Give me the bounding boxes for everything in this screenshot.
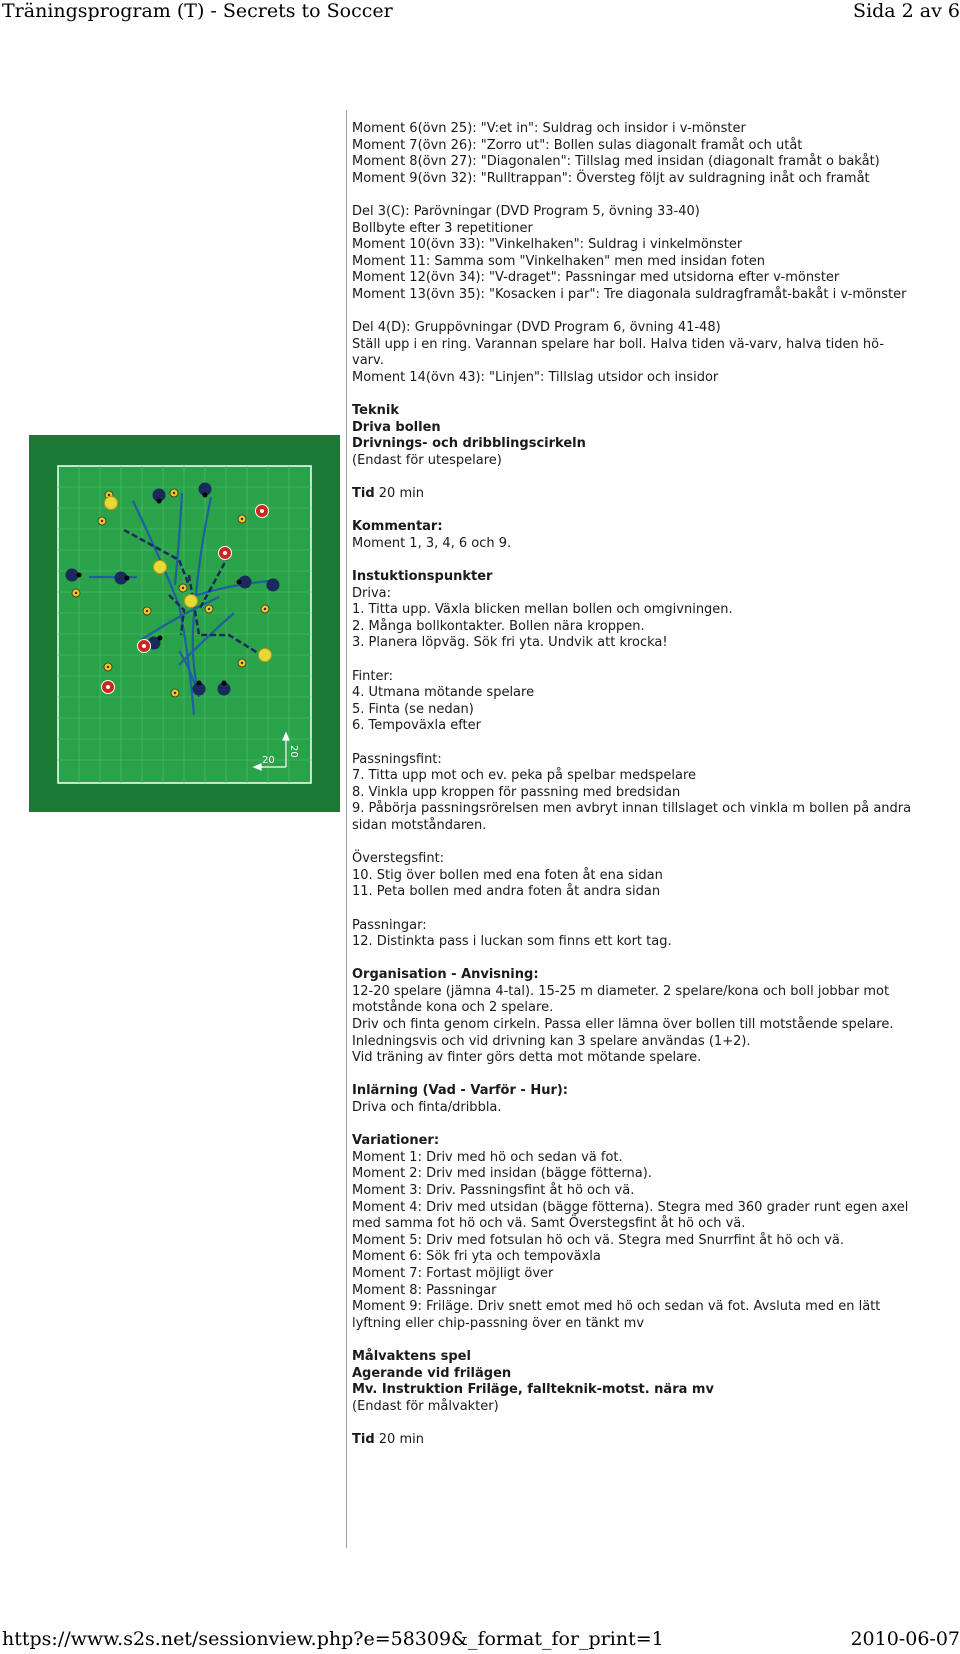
- moment-line: Moment 7(övn 26): "Zorro ut": Bollen sulas diagonalt framåt och utåt: [352, 137, 803, 153]
- page-url: https://www.s2s.net/sessionview.php?e=58309&_format_for_print=1: [2, 1628, 664, 1650]
- print-date: 2010-06-07: [850, 1628, 960, 1650]
- variation-item: Moment 2: Driv med insidan (bägge fötterna).: [352, 1166, 652, 1182]
- page-number: Sida 2 av 6: [853, 0, 960, 22]
- organisation-item: 12-20 spelare (jämna 4-tal). 15-25 m diameter. 2 spelare/kona och boll jobbar mot motstånde kona och 2 spelare.: [352, 983, 890, 1016]
- moment-line: Moment 6(övn 25): "V:et in": Suldrag och insidor i v-mönster: [352, 121, 746, 136]
- cone-icon: [205, 605, 213, 613]
- section-heading: Del 4(D): Gruppövningar (DVD Program 6, övning 41-48): [352, 320, 721, 336]
- player-icon: [256, 505, 269, 518]
- organisation-item: Vid träning av finter görs detta mot mötande spelare.: [352, 1050, 702, 1066]
- subsection-label: Driva:: [352, 585, 392, 601]
- moment-line: Moment 8(övn 27): "Diagonalen": Tillslag med insidan (diagonalt framåt o bakåt): [352, 154, 880, 170]
- instruction-item: 7. Titta upp mot och ev. peka på spelbar medspelare: [352, 768, 697, 784]
- print-header: [0, 0, 960, 26]
- player-icon: [185, 595, 198, 608]
- duration-value: 20 min: [374, 1431, 424, 1447]
- instruction-item: 2. Många bollkontakter. Bollen nära kroppen.: [352, 618, 645, 634]
- cone-icon: [261, 605, 269, 613]
- document-title: Träningsprogram (T) - Secrets to Soccer: [2, 0, 393, 22]
- instruction-item: 8. Vinkla upp kroppen för passning med bredsidan: [352, 784, 681, 800]
- exercise-category: Målvaktens spel: [352, 1348, 471, 1364]
- subsection-label: Finter:: [352, 668, 393, 684]
- duration-label: Tid: [352, 486, 375, 502]
- exercise-subtitle: Mv. Instruktion Friläge, fallteknik-motst. nära mv: [352, 1382, 714, 1398]
- duration-value: 20 min: [374, 486, 424, 502]
- variation-item: Moment 5: Driv med fotsulan hö och vä. Stegra med Snurrfint åt hö och vä.: [352, 1232, 844, 1248]
- cone-icon: [170, 489, 178, 497]
- section-heading: Del 3(C): Parövningar (DVD Program 5, övning 33-40): [352, 203, 700, 219]
- instruction-item: 10. Stig över bollen med ena foten åt ena sidan: [352, 867, 663, 883]
- moment-line: Moment 11: Samma som "Vinkelhaken" men med insidan foten: [352, 253, 766, 269]
- player-icon: [219, 547, 232, 560]
- instruction-item: 11. Peta bollen med andra foten åt andra sidan: [352, 884, 661, 900]
- session-content: [352, 121, 912, 1449]
- instruction-item: 6. Tempoväxla efter: [352, 718, 481, 734]
- subsection-label: Passningsfint:: [352, 751, 442, 767]
- exercise-category: Teknik: [352, 403, 399, 419]
- variation-item: Moment 8: Passningar: [352, 1282, 497, 1298]
- exercise-subtitle: Drivnings- och dribblingscirkeln: [352, 436, 586, 452]
- variation-item: Moment 6: Sök fri yta och tempoväxla: [352, 1249, 601, 1265]
- instruction-item: 9. Påbörja passningsrörelsen men avbryt innan tillslaget och vinkla m bollen på andra sidan motståndaren.: [352, 801, 912, 833]
- variation-item: Moment 9: Friläge. Driv snett emot med hö och sedan vä fot. Avsluta med en lätt lyftning eller chip-passning över en tänkt mv: [352, 1299, 881, 1331]
- variation-item: Moment 1: Driv med hö och sedan vä fot.: [352, 1149, 623, 1165]
- instruction-item: 4. Utmana mötande spelare: [352, 685, 535, 701]
- subsection-label: Överstegsfint:: [352, 851, 445, 867]
- cone-icon: [143, 607, 151, 615]
- cone-icon: [238, 515, 246, 523]
- print-footer: [0, 1628, 960, 1654]
- moment-line: Moment 12(övn 34): "V-draget": Passningar med utsidorna efter v-mönster: [352, 270, 840, 286]
- moment-line: Moment 9(övn 32): "Rulltrappan": Översteg följt av suldragning inåt och framåt: [352, 170, 870, 186]
- cone-icon: [171, 689, 179, 697]
- moment-line: Ställ upp i en ring. Varannan spelare har boll. Halva tiden vä-varv, halva tiden hö-varv.: [352, 336, 885, 369]
- moment-line: Moment 10(övn 33): "Vinkelhaken": Suldrag i vinkelmönster: [352, 237, 743, 253]
- variations-label: Variationer:: [352, 1133, 440, 1149]
- cone-icon: [104, 663, 112, 671]
- exercise-duration: [352, 1432, 912, 1449]
- exercise-note: (Endast för målvakter): [352, 1398, 499, 1414]
- player-icon: [138, 640, 151, 653]
- exercise-duration: [352, 486, 912, 503]
- player-icon: [102, 681, 115, 694]
- player-icon: [259, 649, 272, 662]
- instruction-points-label: Instuktionspunkter: [352, 569, 493, 585]
- variation-item: Moment 3: Driv. Passningsfint åt hö och vä.: [352, 1183, 635, 1198]
- variation-item: Moment 4: Driv med utsidan (bägge fötterna). Stegra med 360 grader runt egen axel med samma fot hö och vä. Samt Överstegsfint åt hö och vä.: [352, 1199, 909, 1232]
- moment-line: Moment 13(övn 35): "Kosacken i par": Tre diagonala suldragframåt-bakåt i v-mönster: [352, 286, 907, 302]
- organisation-item: Inledningsvis och vid drivning kan 3 spelare användas (1+2).: [352, 1033, 751, 1049]
- exercise-title: Agerande vid frilägen: [352, 1365, 512, 1381]
- cone-icon: [72, 589, 80, 597]
- moment-line: Bollbyte efter 3 repetitioner: [352, 220, 533, 236]
- scale-label-x: 20: [262, 755, 275, 766]
- learning-text: Driva och finta/dribbla.: [352, 1100, 502, 1116]
- cone-icon: [179, 584, 187, 592]
- field-area: [58, 466, 311, 783]
- instruction-item: 1. Titta upp. Växla blicken mellan bollen och omgivningen.: [352, 602, 733, 618]
- player-icon: [105, 497, 118, 510]
- variation-item: Moment 7: Fortast möjligt över: [352, 1265, 554, 1281]
- comment-label: Kommentar:: [352, 519, 443, 535]
- organisation-item: Driv och finta genom cirkeln. Passa eller lämna över bollen till motstående spelare.: [352, 1017, 894, 1033]
- scale-label-y: 20: [288, 745, 299, 758]
- cone-icon: [98, 517, 106, 525]
- instruction-item: 3. Planera löpväg. Sök fri yta. Undvik att krocka!: [352, 635, 668, 651]
- cone-icon: [238, 659, 246, 667]
- drill-diagram: [29, 435, 340, 812]
- learning-label: Inlärning (Vad - Varför - Hur):: [352, 1083, 569, 1099]
- exercise-note: (Endast för utespelare): [352, 452, 502, 468]
- exercise-title: Driva bollen: [352, 419, 441, 435]
- instruction-item: 12. Distinkta pass i luckan som finns ett kort tag.: [352, 934, 672, 950]
- soccer-field-diagram: [29, 435, 340, 812]
- moment-line: Moment 14(övn 43): "Linjen": Tillslag utsidor och insidor: [352, 369, 719, 385]
- player-icon: [267, 579, 280, 592]
- duration-label: Tid: [352, 1431, 375, 1447]
- instruction-item: 5. Finta (se nedan): [352, 701, 474, 717]
- player-icon: [154, 561, 167, 574]
- subsection-label: Passningar:: [352, 917, 427, 933]
- column-divider: [346, 110, 347, 1548]
- comment-text: Moment 1, 3, 4, 6 och 9.: [352, 535, 512, 551]
- organisation-label: Organisation - Anvisning:: [352, 967, 539, 983]
